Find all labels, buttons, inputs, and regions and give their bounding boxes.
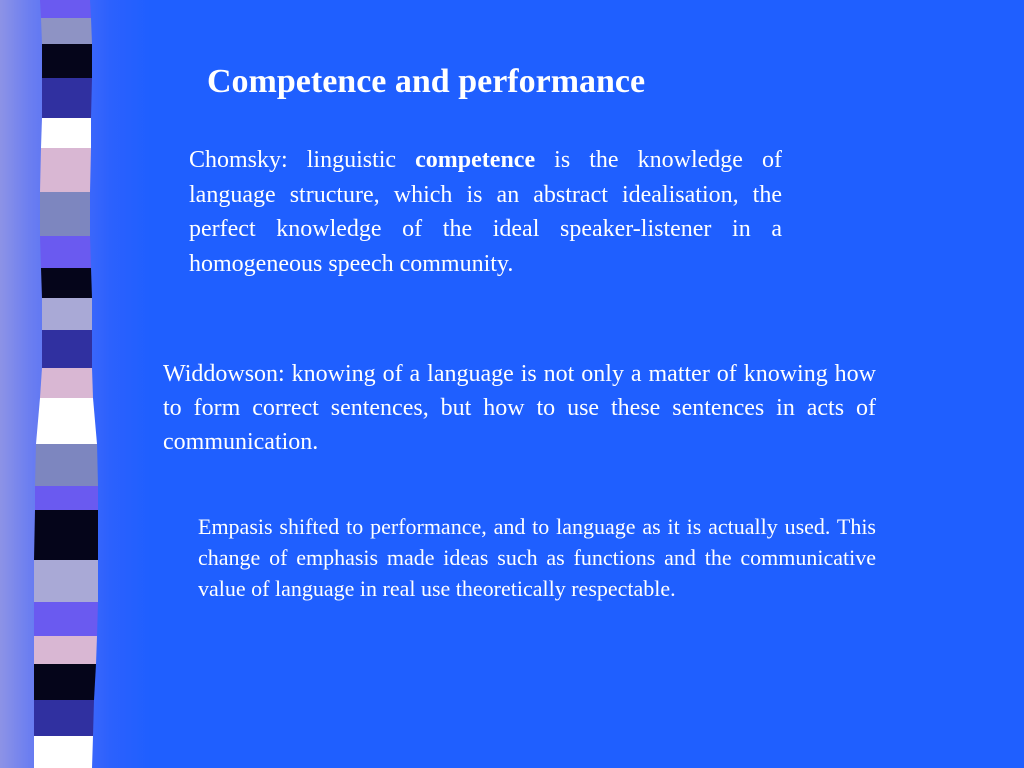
slide-title: Competence and performance	[207, 63, 646, 100]
ribbon-segment	[34, 700, 94, 736]
ribbon-segment	[41, 268, 92, 298]
ribbon-segment	[35, 486, 98, 510]
ribbon-segment	[34, 736, 93, 768]
ribbon-segment	[42, 44, 92, 78]
chomsky-paragraph	[189, 143, 782, 281]
ribbon-segment	[34, 510, 98, 560]
ribbon-segment	[40, 148, 91, 192]
ribbon-segment	[41, 18, 92, 44]
decorative-ribbon	[0, 0, 150, 768]
widdowson-paragraph: Widdowson: knowing of a language is not only a matter of knowing how to form correct sentences, but how to use these sentences in acts of communication.	[163, 361, 876, 455]
ribbon-segment	[34, 636, 97, 664]
ribbon-segment	[35, 444, 98, 486]
ribbon-segment	[34, 560, 98, 602]
ribbon-segment	[40, 192, 90, 236]
chomsky-text-end: is the knowledge of language structure, which is an abstract idealisation, the perfect knowledge of the ideal speaker-listener in a homogeneous speech community.	[189, 147, 783, 277]
ribbon-segment	[41, 118, 91, 148]
ribbon-segment	[42, 298, 92, 330]
chomsky-text-start: Chomsky: linguistic	[189, 147, 416, 173]
ribbon-segment	[40, 236, 91, 268]
competence-term: competence	[415, 147, 536, 173]
ribbon-segment	[42, 78, 92, 118]
ribbon-segment	[40, 0, 91, 18]
ribbon-segment	[34, 664, 96, 700]
ribbon-segment	[40, 368, 93, 398]
ribbon-segment	[36, 398, 97, 444]
ribbon-segment	[42, 330, 92, 368]
ribbon-graphic	[0, 0, 150, 768]
ribbon-segment	[34, 602, 98, 636]
emphasis-paragraph: Empasis shifted to performance, and to language as it is actually used. This change of emphasis made ideas such as functions and the communicative value of language in real use theoretically respectable.	[198, 514, 876, 601]
